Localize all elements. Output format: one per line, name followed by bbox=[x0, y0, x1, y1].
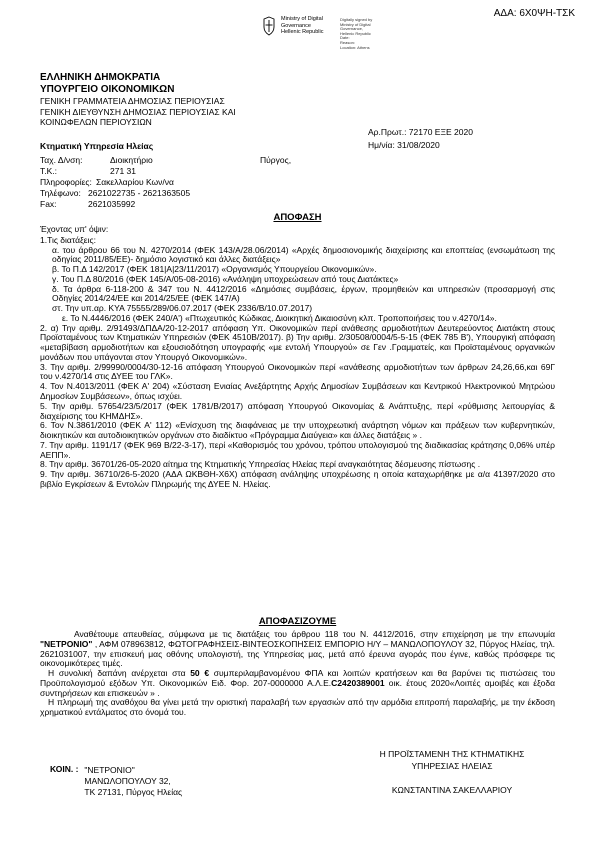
address-label: Ταχ. Δ/νση: bbox=[40, 155, 83, 165]
item-2: 2. α) Την αριθμ. 2/91493/ΔΠΔΑ/20-12-2017 απόφαση Υπ. Οικονομικών περί ανάθεσης αρμοδιοτήτων Δευτερεύοντος Διατάκτη στους Προϊσταμένους των Κτηματικών Υπηρεσιών (ΦΕΚ 4510Β/2017). β) Την αριθμ. 2/30508/0004/5-5-15 (ΦΕΚ 785 Β'), Υπουργική απόφαση «μεταβίβαση αρμοδιοτήτων και εξουσιοδότηση υπογραφής «με εντολή Υπουργού» σε Γεν .Γραμματείς, και Προϊσταμένους οργανικών μονάδων που υπάγονται στον Υπουργό Οικονομικών». bbox=[40, 322, 555, 362]
signature-stamp-line: Date: bbox=[340, 35, 350, 41]
contact-row-fax bbox=[40, 200, 340, 211]
koin-line: ΜΑΝΩΛΟΠΟΥΛΟΥ 32, bbox=[84, 776, 171, 787]
header-general-secretariat: ΓΕΝΙΚΗ ΓΡΑΜΜΑΤΕΙΑ ΔΗΜΟΣΙΑΣ ΠΕΡΙΟΥΣΙΑΣ bbox=[40, 96, 225, 107]
contact-block bbox=[40, 156, 340, 211]
having-regard: Έχοντας υπ' όψιν: bbox=[40, 224, 109, 234]
item-8: 8. Την αριθμ. 36701/26-05-2020 αίτημα της Κτηματικής Υπηρεσίας Ηλείας περί αναγκαιότητας δέσμευσης πίστωσης . bbox=[40, 459, 481, 470]
phone-value: 2621022735 - 2621363505 bbox=[88, 188, 191, 198]
item-4: 4. Τον Ν.4013/2011 (ΦΕΚ Α' 204) «Σύσταση Ενιαίας Ανεξάρτητης Αρχής Δημοσίων Συμβάσεων και Κεντρικού Ηλεκτρονικού Μητρώου Δημοσίων Συμβάσεων», όπως ισχύει. bbox=[40, 381, 555, 402]
total-amount: 50 € bbox=[190, 668, 210, 679]
considerations-block bbox=[40, 225, 555, 490]
we-decide-title: ΑΠΟΦΑΣΙΖΟΥΜΕ bbox=[258, 616, 337, 627]
service-name: Κτηματική Υπηρεσία Ηλείας bbox=[40, 141, 154, 151]
ale-code: C2420389001 bbox=[331, 677, 385, 688]
provision-st: στ. Την υπ.αρ. ΚΥΑ 75555/289/06.07.2017 (ΦΕΚ 2336/Β/10.07.2017) bbox=[52, 303, 313, 314]
decision-text: Αναθέτουμε απευθείας, σύμφωνα με τις διατάξεις του άρθρου 118 του Ν. 4412/2016, στην επιχείρηση με την επωνυμία bbox=[74, 629, 555, 639]
signature-stamp-line: Governance, bbox=[340, 26, 363, 32]
info-value: Σακελλαρίου Κων/να bbox=[96, 177, 174, 187]
gov-logo-text bbox=[281, 16, 324, 36]
koin-line: "ΝΕΤΡΟΝΙΟ" bbox=[84, 765, 135, 775]
gov-logo-line: Governance bbox=[281, 22, 311, 29]
phone-label: Τηλέφωνο: bbox=[40, 188, 81, 198]
koin-recipient bbox=[84, 765, 182, 798]
signature-stamp-line: Digitally signed by bbox=[340, 17, 373, 22]
gov-logo-line: Ministry of Digital bbox=[281, 16, 323, 22]
decision-paragraph-2 bbox=[40, 669, 555, 698]
decision-paragraph-1 bbox=[40, 630, 555, 669]
koin-block bbox=[50, 765, 182, 798]
decision-title: ΑΠΟΦΑΣΗ bbox=[273, 212, 322, 223]
tk-value: 271 31 bbox=[110, 166, 136, 176]
item-5: 5. Την αριθμ. 57654/23/5/2017 (ΦΕΚ 1781/Β/2017) απόφαση Υπουργού Οικονομίας & Ανάπτυξης, περί «ρύθμισης λειτουργίας & διαχείρισης του ΚΗΜΔΗΣ». bbox=[40, 400, 555, 421]
signature-stamp-line: Ministry of Digital bbox=[340, 21, 371, 27]
fax-label: Fax: bbox=[40, 199, 57, 209]
contact-row-info bbox=[40, 178, 340, 189]
provision-b: β. Το Π.Δ 142/2017 (ΦΕΚ 181|Α|23/11/2017) «Οργανισμός Υπουργείου Οικονομικών». bbox=[52, 264, 377, 275]
protocol-block bbox=[368, 128, 473, 151]
provision-a: α. του άρθρου 66 του Ν. 4270/2014 (ΦΕΚ 143/Α/28.06/2014) «Αρχές δημοσιονομικής διαχείρισης και εποπτείας (ενσωμάτωση της οδηγίας 2011/85/ΕΕ)- δημόσιο λογιστικό και άλλες διατάξεις» bbox=[52, 244, 555, 265]
provision-d: δ. Τα άρθρα 6-118-200 & 347 του Ν. 4412/2016 «Δημόσιες συμβάσεις, έργων, προμηθειών και υπηρεσιών (προσαρμογή στις Οδηγίες 2014/24/ΕΕ και 2014/25/ΕΕ (ΦΕΚ 147/Α) bbox=[52, 283, 555, 304]
contact-row-phone bbox=[40, 189, 340, 200]
provision-c: γ. Του Π.Δ 80/2016 (ΦΕΚ 145/Α/05-08-2016) «Ανάληψη υποχρεώσεων από τους Διατάκτες» bbox=[52, 273, 399, 284]
address-city: Πύργος, bbox=[260, 155, 292, 165]
company-name: "ΝΕΤΡΟΝΙΟ" bbox=[40, 638, 93, 649]
gov-logo-line: Hellenic Republic bbox=[281, 29, 324, 36]
header-ministry: ΥΠΟΥΡΓΕΙΟ ΟΙΚΟΝΟΜΙΚΩΝ bbox=[40, 84, 175, 96]
tk-label: Τ.Κ.: bbox=[40, 166, 58, 176]
koin-line: ΤΚ 27131, Πύργος Ηλείας bbox=[84, 787, 183, 798]
signature-stamp-line: Location: Athens bbox=[340, 44, 370, 50]
contact-row-address bbox=[40, 156, 340, 167]
ada-code: ΑΔΑ: 6Χ0ΨΗ-ΤΣΚ bbox=[493, 8, 575, 19]
fax-value: 2621035992 bbox=[88, 199, 136, 209]
decision-text: , ΑΦΜ 078963812, ΦΩΤΟΓΡΑΦΗΣΕΙΣ-ΒΙΝΤΕΟΣΚΟΠΗΣΕΙΣ ΕΜΠΟΡΙΟ Η/Υ – ΜΑΝΩΛΟΠΟΥΛΟΥ 32, Πύργος Ηλείας, τηλ. 2621031007, την επισκευή μας οθόνης υπολογιστή, της Υπηρεσίας μας, μετά από έρευνα αγοράς που έγινε, καθώς πρόσφερε τις οικονομικότερες τιμές. bbox=[40, 638, 555, 669]
signatory-title-2: ΥΠΗΡΕΣΙΑΣ ΗΛΕΙΑΣ bbox=[411, 761, 493, 771]
signature-stamp-line: Reason: bbox=[340, 39, 355, 45]
header-republic: ΕΛΛΗΝΙΚΗ ΔΗΜΟΚΡΑΤΙΑ bbox=[40, 72, 161, 83]
item-9: 9. Την αριθμ. 36710/26-5-2020 (ΑΔΑ ΩΚΒΘΗ-Χ6Χ) απόφαση ανάληψης υποχρέωσης η οποία καταχωρήθηκε με α/α 41397/2020 στο βιβλίο Εγκρίσεων & Εντολών Πληρωμής της ΔΥΕΕ Ν. Ηλείας. bbox=[40, 469, 555, 489]
koin-label: ΚΟΙΝ. : bbox=[50, 764, 79, 774]
authority-header bbox=[40, 72, 236, 127]
signature-stamp-line: Hellenic Republic bbox=[340, 30, 371, 36]
protocol-number: Αρ.Πρωτ.: 72170 ΕΞΕ 2020 bbox=[368, 127, 473, 137]
hellenic-republic-emblem-icon bbox=[262, 16, 276, 36]
item-1-heading: 1.Τις διατάξεις: bbox=[40, 234, 96, 245]
item-6: 6. Τον Ν.3861/2010 (ΦΕΚ Α' 112) «Ενίσχυση της διαφάνειας με την υποχρεωτική ανάρτηση νόμων και πράξεων των κυβερνητικών, διοικητικών και αυτοδιοικητικών οργάνων στο διαδίκτυο «Πρόγραμμα Διαύγεια» και άλλες διατάξεις » . bbox=[40, 420, 555, 441]
decision-paragraph-3: Η πληρωμή της αναθόχου θα γίνει μετά την οριστική παραλαβή των εργασιών από την αρμόδια επιτροπή παραλαβής, με την έκδοση χρηματικού εντάλματος στο όνομά του. bbox=[40, 697, 555, 718]
digital-signature-stamp bbox=[340, 18, 372, 50]
decision-text: οικ. έτους 2020«Λοιπές αμοιβές και έξοδα συντηρήσεων και επισκευών » . bbox=[40, 677, 555, 698]
decision-text: συμπεριλαμβανομένου ΦΠΑ και λοιπών κρατήσεων και θα βαρύνει τις πιστώσεις του Προϋπολογισμού εξόδων Υπ. Οικονομικών Ειδ. Φορ. 207-0000000 Α.Λ.Ε. bbox=[40, 668, 556, 688]
item-3: 3. Την αριθμ. 2/99990/0004/30-12-16 απόφαση Υπουργού Οικονομικών περί «ανάθεσης αρμοδιοτήτων των άρθρων 24,26,66,και 69Γ του ν.4270/14 στις ΔΥΕΕ του ΓΛΚ». bbox=[40, 361, 555, 382]
header-public-property: ΚΟΙΝΩΦΕΛΩΝ ΠΕΡΙΟΥΣΙΩΝ bbox=[40, 117, 152, 128]
decision-text: Η συνολική δαπάνη ανέρχεται στα bbox=[48, 668, 191, 679]
protocol-date: Ημ/νία: 31/08/2020 bbox=[368, 139, 440, 150]
info-label: Πληροφορίες: bbox=[40, 177, 92, 187]
provision-e: ε. Το Ν.4446/2016 (ΦΕΚ 240/Α') «Πτωχευτικός Κώδικας, Διοικητική Δικαιοσύνη κλπ. Τροποποιήσεις του ν.4270/14». bbox=[62, 312, 497, 323]
item-7: 7. Την αριθμ. 1191/17 (ΦΕΚ 969 Β/22-3-17), περί «Καθορισμός του χρόνου, τρόπου υπολογισμού της διαδικασίας κράτησης 0,06% υπέρ ΑΕΠΠ». bbox=[40, 439, 555, 460]
signatory-name: ΚΩΝΣΤΑΝΤΙΝΑ ΣΑΚΕΛΛΑΡΙΟΥ bbox=[391, 785, 513, 795]
address-value: Διοικητήριο bbox=[110, 155, 153, 165]
decision-block bbox=[40, 630, 555, 718]
signatory-title-1: Η ΠΡΟΪΣΤΑΜΕΝΗ ΤΗΣ ΚΤΗΜΑΤΙΚΗΣ bbox=[379, 749, 525, 759]
header-general-directorate: ΓΕΝΙΚΗ ΔΙΕΥΘΥΝΣΗ ΔΗΜΟΣΙΑΣ ΠΕΡΙΟΥΣΙΑΣ ΚΑΙ bbox=[40, 106, 236, 117]
